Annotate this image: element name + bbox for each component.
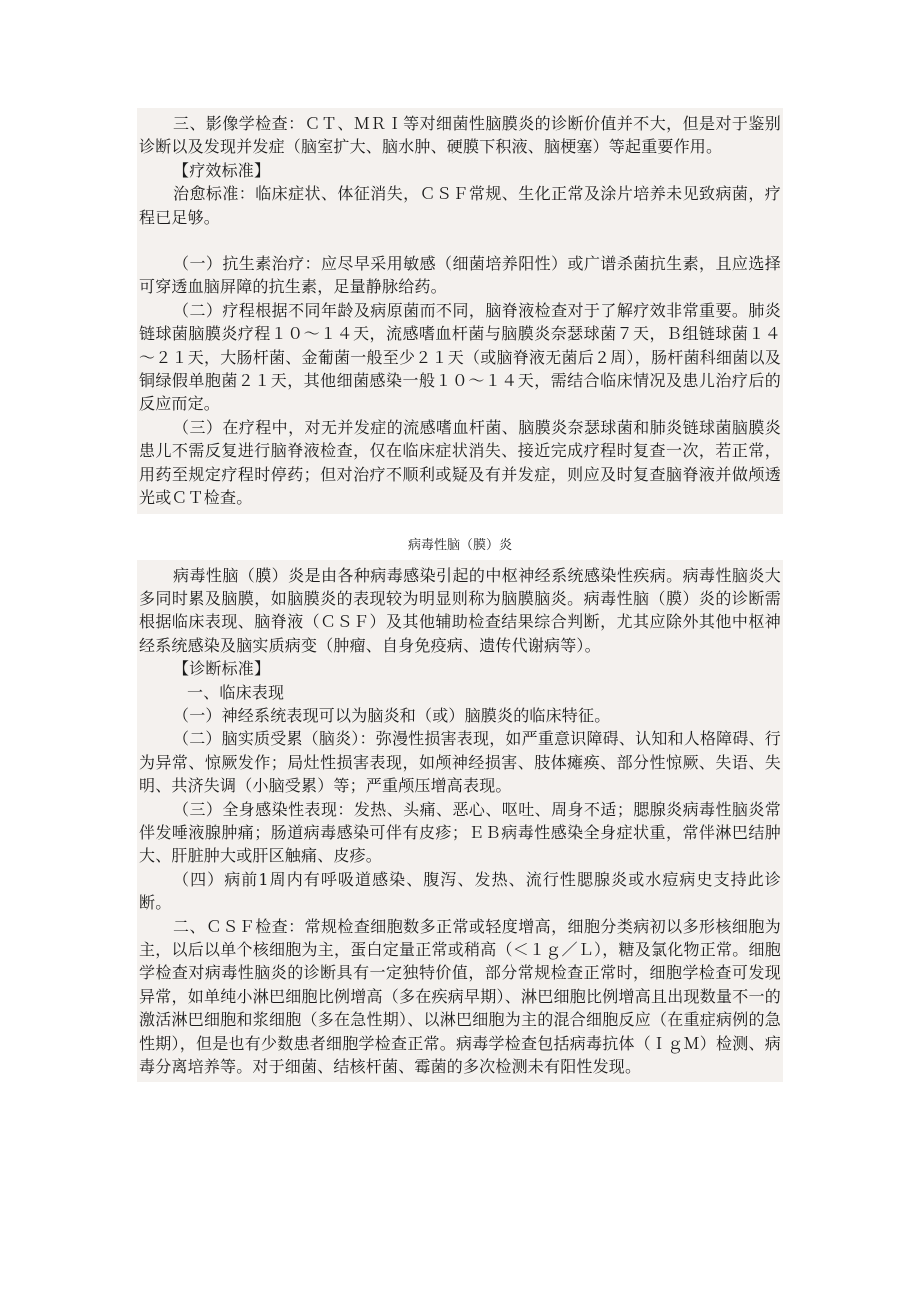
treatment-course-paragraph: （二）疗程根据不同年龄及病原菌而不同，脑脊液检查对于了解疗效非常重要。肺炎链球菌脑膜炎疗程１０～１４天，流感嗜血杆菌与脑膜炎奈瑟球菌７天，Ｂ组链球菌１４～２１天，大肠杆菌、金葡菌一般至少２１天（或脑脊液无菌后２周），肠杆菌科细菌以及铜绿假单胞菌２１天，其他细菌感染一般１０～１４天，需结合临床情况及患儿治疗后的反应而定。 bbox=[139, 300, 781, 414]
parenchyma-involvement-paragraph: （二）脑实质受累（脑炎）：弥漫性损害表现，如严重意识障碍、认知和人格障碍、行为异常、惊厥发作；局灶性损害表现，如颅神经损害、肢体瘫痪、部分性惊厥、失语、失明、共济失调（小脑受累）等；严重颅压增高表现。 bbox=[139, 729, 781, 796]
systemic-infection-paragraph: （三）全身感染性表现：发热、头痛、恶心、呕吐、周身不适；腮腺炎病毒性脑炎常伴发唾液腺肿痛；肠道病毒感染可伴有皮疹；ＥＢ病毒性感染全身症状重，常伴淋巴结肿大、肝脏肿大或肝区触痛、皮疹。 bbox=[139, 799, 781, 866]
bacterial-meningitis-section bbox=[137, 108, 783, 514]
viral-encephalitis-section bbox=[137, 560, 783, 1083]
clinical-manifestation-heading: 一、临床表现 bbox=[187, 682, 285, 702]
imaging-exam-paragraph: 三、影像学检查：ＣＴ、ＭＲＩ等对细菌性脑膜炎的诊断价值并不大，但是对于鉴别诊断以及发现并发症（脑室扩大、脑水肿、硬膜下积液、脑梗塞）等起重要作用。 bbox=[139, 114, 781, 157]
blank-line bbox=[139, 229, 781, 252]
csf-exam-paragraph: 二、ＣＳＦ检查：常规检查细胞数多正常或轻度增高，细胞分类病初以多形核细胞为主，以后以单个核细胞为主，蛋白定量正常或稍高（＜１ｇ／Ｌ），糖及氯化物正常。细胞学检查对病毒性脑炎的诊断具有一定独特价值，部分常规检查正常时，细胞学检查可发现异常，如单纯小淋巴细胞比例增高（多在疾病早期）、淋巴细胞比例增高且出现数量不一的激活淋巴细胞和浆细胞（多在急性期）、以淋巴细胞为主的混合细胞反应（在重症病例的急性期），但是也有少数患者细胞学检查正常。病毒学检查包括病毒抗体（ＩｇＭ）检测、病毒分离培养等。对于细菌、结核杆菌、霉菌的多次检测未有阳性发现。 bbox=[139, 916, 781, 1077]
document-page bbox=[137, 108, 783, 1082]
viral-intro-paragraph: 病毒性脑（膜）炎是由各种病毒感染引起的中枢神经系统感染性疾病。病毒性脑炎大多同时累及脑膜，如脑膜炎的表现较为明显则称为脑膜脑炎。病毒性脑（膜）炎的诊断需根据临床表现、脑脊液（ＣＳＦ）及其他辅助检查结果综合判断，尤其应除外其他中枢神经系统感染及脑实质病变（肿瘤、自身免疫病、遗传代谢病等）。 bbox=[139, 565, 781, 655]
prior-history-paragraph: （四）病前1周内有呼吸道感染、腹泻、发热、流行性腮腺炎或水痘病史支持此诊断。 bbox=[139, 869, 781, 913]
antibiotic-treatment-paragraph: （一）抗生素治疗：应尽早采用敏感（细菌培养阳性）或广谱杀菌抗生素，且应选择可穿透血脑屏障的抗生素，足量静脉给药。 bbox=[139, 254, 781, 297]
csf-recheck-paragraph: （三）在疗程中，对无并发症的流感嗜血杆菌、脑膜炎奈瑟球菌和肺炎链球菌脑膜炎患儿不需反复进行脑脊液检查，仅在临床症状消失、接近完成疗程时复查一次，若正常，用药至规定疗程时停药；但对治疗不顺利或疑及有并发症，则应及时复查脑脊液并做颅透光或ＣＴ检查。 bbox=[139, 417, 781, 508]
efficacy-standard-heading: 【疗效标准】 bbox=[173, 160, 271, 180]
neuro-manifestation-paragraph: （一）神经系统表现可以为脑炎和（或）脑膜炎的临床特征。 bbox=[173, 705, 611, 725]
cure-standard-paragraph: 治愈标准：临床症状、体征消失，ＣＳＦ常规、生化正常及涂片培养未见致病菌，疗程已足够。 bbox=[139, 184, 781, 227]
section-title: 病毒性脑（膜）炎 bbox=[407, 537, 512, 553]
diagnosis-standard-heading: 【诊断标准】 bbox=[173, 659, 271, 679]
